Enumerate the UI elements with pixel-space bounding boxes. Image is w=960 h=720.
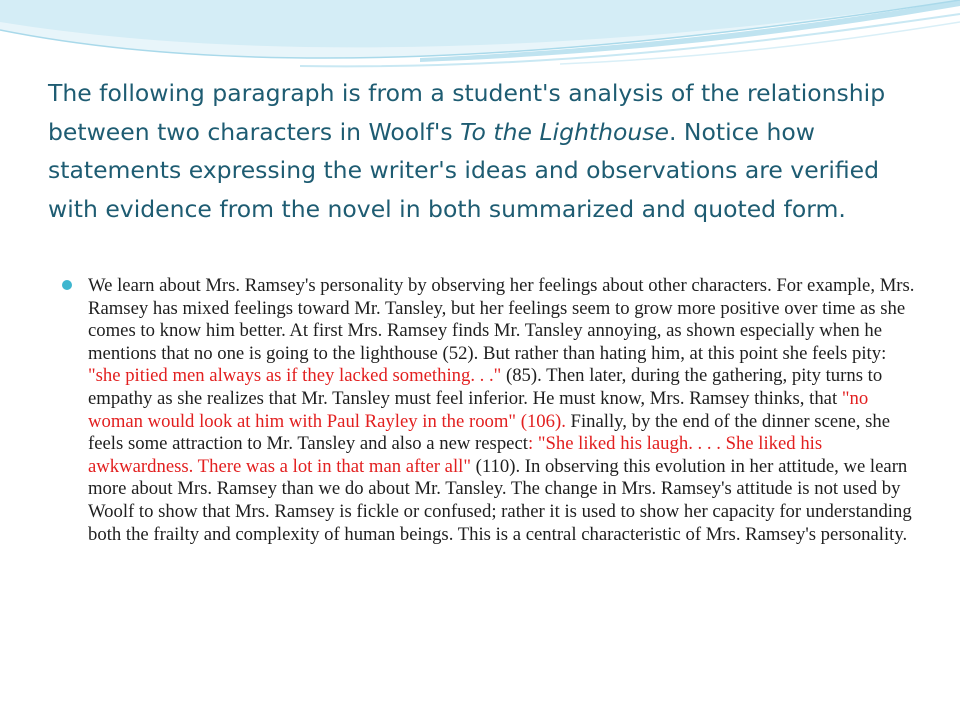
quote-laugh: : "She liked his laugh. . . . She liked his awkwardness. There was a lot in that man after all" <box>88 433 823 477</box>
paragraph-segment: (85). Then later, during the gathering, pity turns to empathy as she realizes that Mr. Tansley must feel inferior. He must know, Mrs. Ramsey thinks, that <box>88 365 883 409</box>
slide-title <box>48 74 928 228</box>
bullet-list <box>58 275 918 546</box>
title-text-part2: . Notice how statements expressing the writer's ideas and observations are verified with evidence from the novel in both summarized and quoted form. <box>48 117 880 223</box>
title-book-name: To the Lighthouse <box>460 117 669 146</box>
quote-pity: "she pitied men always as if they lacked something. . ." <box>88 365 502 387</box>
paragraph-segment: (110). In observing this evolution in her attitude, we learn more about Mrs. Ramsey than we do about Mr. Tansley. The change in Mrs. Ramsey's attitude is not used by Woolf to show that Mrs. Ramsey is fickle or confused; rather it is used to show her capacity for understanding both the frailty and complexity of human beings. This is a central characteristic of Mrs. Ramsey's personality. <box>88 455 912 545</box>
bullet-icon <box>62 280 72 290</box>
quote-no-woman: "no woman would look at him with Paul Rayley in the room" (106). <box>88 387 869 432</box>
paragraph-segment: We learn about Mrs. Ramsey's personality by observing her feelings about other characters. For example, Mrs. Ramsey has mixed feelings toward Mr. Tansley, but her feelings seem to grow more positive over time as she comes to know him better. At first Mrs. Ramsey finds Mr. Tansley annoying, as shown especially when he mentions that no one is going to the lighthouse (52). But rather than hating him, at this point she feels pity: <box>88 275 915 364</box>
paragraph-segment: Finally, by the end of the dinner scene, she feels some attraction to Mr. Tansley and also a new respect <box>88 410 891 455</box>
title-text-part1: The following paragraph is from a student's analysis of the relationship between two characters in Woolf's <box>48 79 886 146</box>
analysis-paragraph <box>58 275 918 546</box>
